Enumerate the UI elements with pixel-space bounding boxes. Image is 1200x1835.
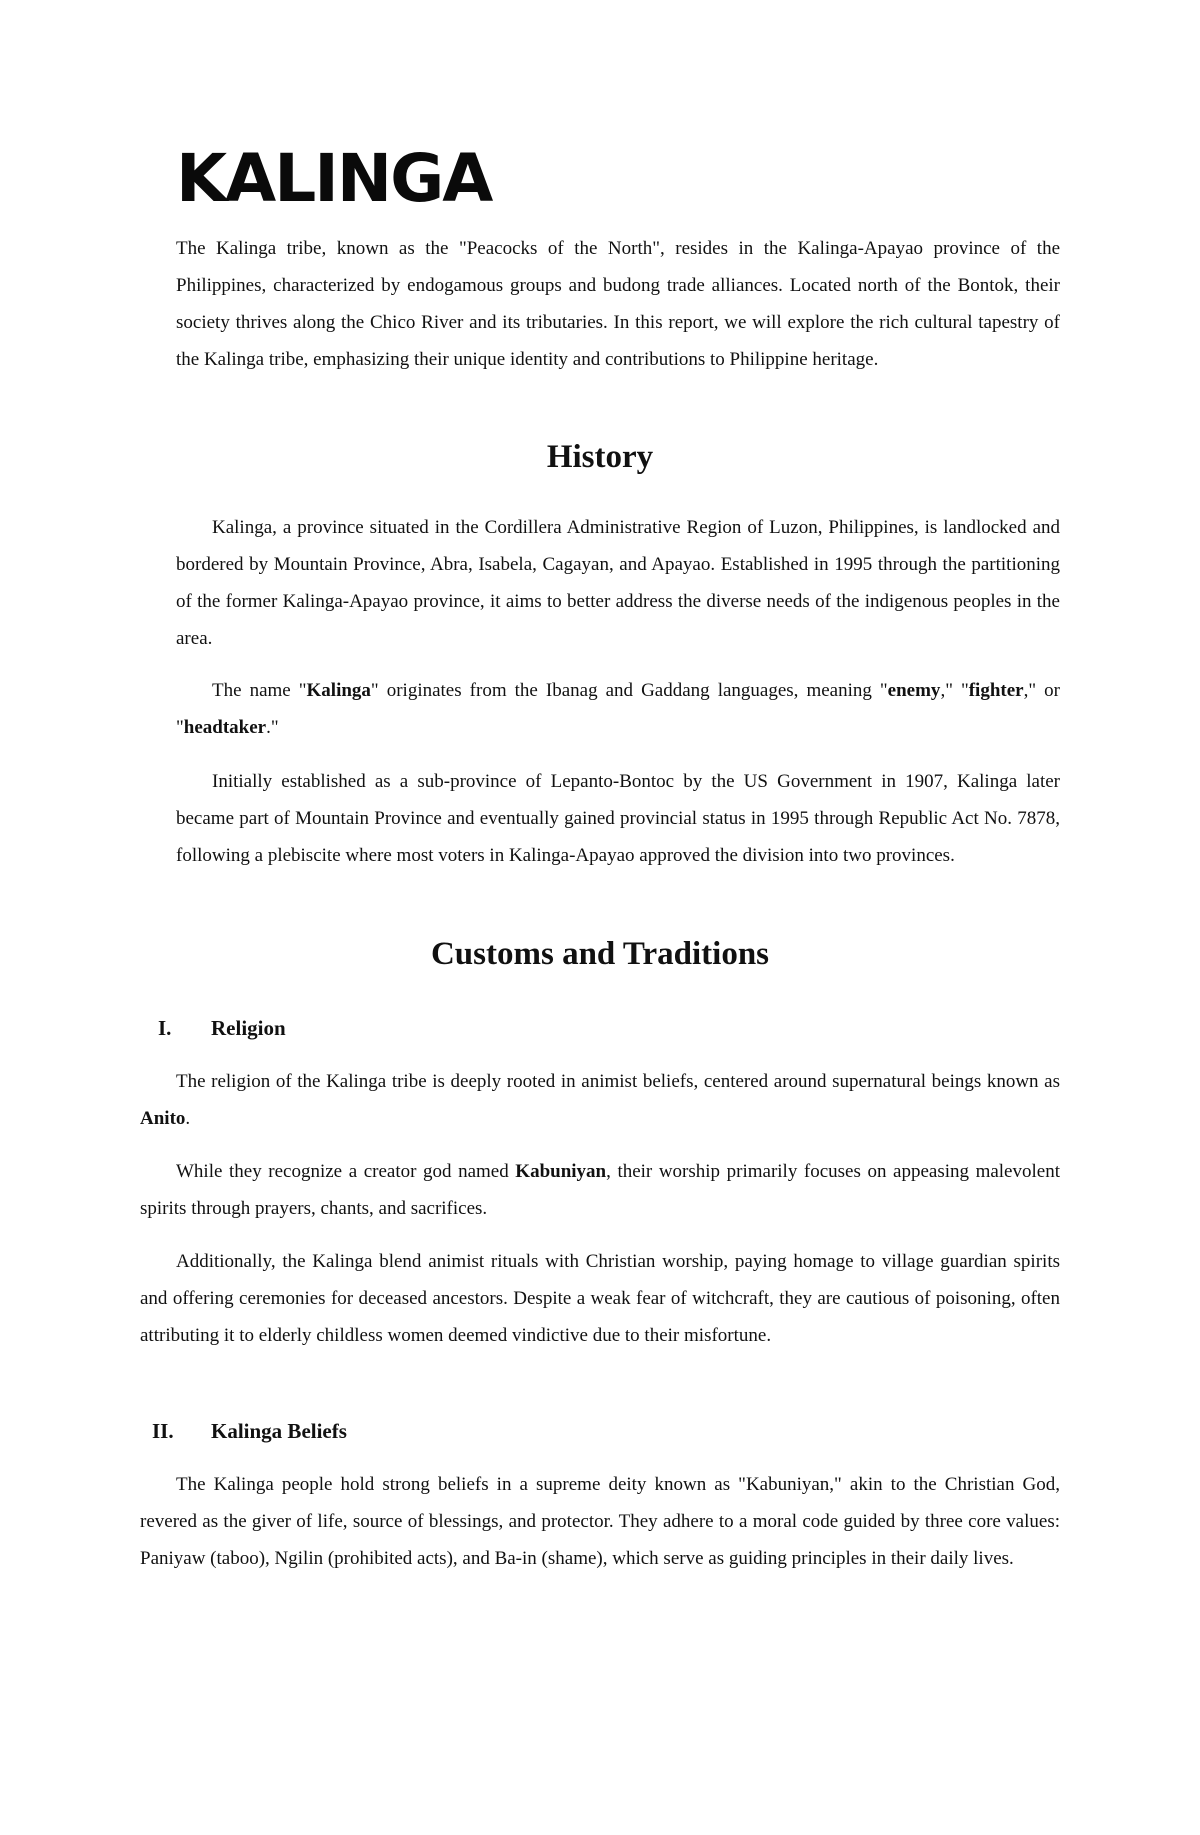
bold-term-kabuniyan: Kabuniyan: [515, 1161, 607, 1182]
intro-paragraph: The Kalinga tribe, known as the "Peacocks of the North", resides in the Kalinga-Apayao province of the Philippines, characterized by endogamous groups and budong trade alliances. Located north of the Bontok, their society thrives along the Chico River and its tributaries. In this report, we will explore the rich cultural tapestry of the Kalinga tribe, emphasizing their unique identity and contributions to Philippine heritage.: [176, 238, 1060, 370]
text-run: ," ": [940, 680, 969, 701]
text-run: .": [266, 717, 279, 738]
religion-paragraph-2: [140, 1153, 1060, 1227]
text-run: The religion of the Kalinga tribe is deeply rooted in animist beliefs, centered around supernatural beings known as: [176, 1071, 1060, 1092]
bold-term-kalinga: Kalinga: [306, 680, 371, 701]
history-paragraph-1: Kalinga, a province situated in the Cordillera Administrative Region of Luzon, Philippines, is landlocked and bordered by Mountain Province, Abra, Isabela, Cagayan, and Apayao. Established in 1995 through the partitioning of the former Kalinga-Apayao province, it aims to better address the diverse needs of the indigenous peoples in the area.: [176, 517, 1060, 649]
bold-term-enemy: enemy: [887, 680, 941, 701]
beliefs-section-number: II.: [152, 1419, 174, 1443]
document-title: KALINGA: [176, 140, 492, 217]
text-run: While they recognize a creator god named: [176, 1161, 516, 1182]
text-run: " originates from the Ibanag and Gaddang languages, meaning ": [370, 680, 888, 701]
religion-section-number: I.: [158, 1016, 172, 1040]
customs-heading: Customs and Traditions: [430, 936, 770, 972]
bold-term-fighter: fighter: [968, 680, 1024, 701]
religion-paragraph-3: Additionally, the Kalinga blend animist rituals with Christian worship, paying homage to village guardian spirits and offering ceremonies for deceased ancestors. Despite a weak fear of witchcraft, they are cautious of poisoning, often attributing it to elderly childless women deemed vindictive due to their misfortune.: [140, 1251, 1060, 1346]
text-run: ," or ": [176, 680, 1060, 738]
text-run: The name ": [212, 680, 307, 701]
history-paragraph-2: [176, 672, 1060, 746]
beliefs-section-title: Kalinga Beliefs: [211, 1419, 347, 1443]
text-run: , their worship primarily focuses on appeasing malevolent spirits through prayers, chants, and sacrifices.: [140, 1161, 1060, 1219]
history-paragraph-3: Initially established as a sub-province of Lepanto-Bontoc by the US Government in 1907, Kalinga later became part of Mountain Province and eventually gained provincial status in 1995 through Republic Act No. 7878, following a plebiscite where most voters in Kalinga-Apayao approved the division into two provinces.: [176, 771, 1060, 866]
bold-term-headtaker: headtaker: [183, 717, 267, 738]
religion-paragraph-1: [140, 1063, 1060, 1137]
beliefs-paragraph-1: The Kalinga people hold strong beliefs in a supreme deity known as "Kabuniyan," akin to the Christian God, revered as the giver of life, source of blessings, and protector. They adhere to a moral code guided by three core values: Paniyaw (taboo), Ngilin (prohibited acts), and Ba-in (shame), which serve as guiding principles in their daily lives.: [140, 1474, 1060, 1569]
bold-term-anito: Anito: [140, 1108, 186, 1129]
history-heading: History: [546, 439, 654, 475]
religion-section-title: Religion: [211, 1016, 286, 1040]
text-run: .: [185, 1108, 191, 1129]
